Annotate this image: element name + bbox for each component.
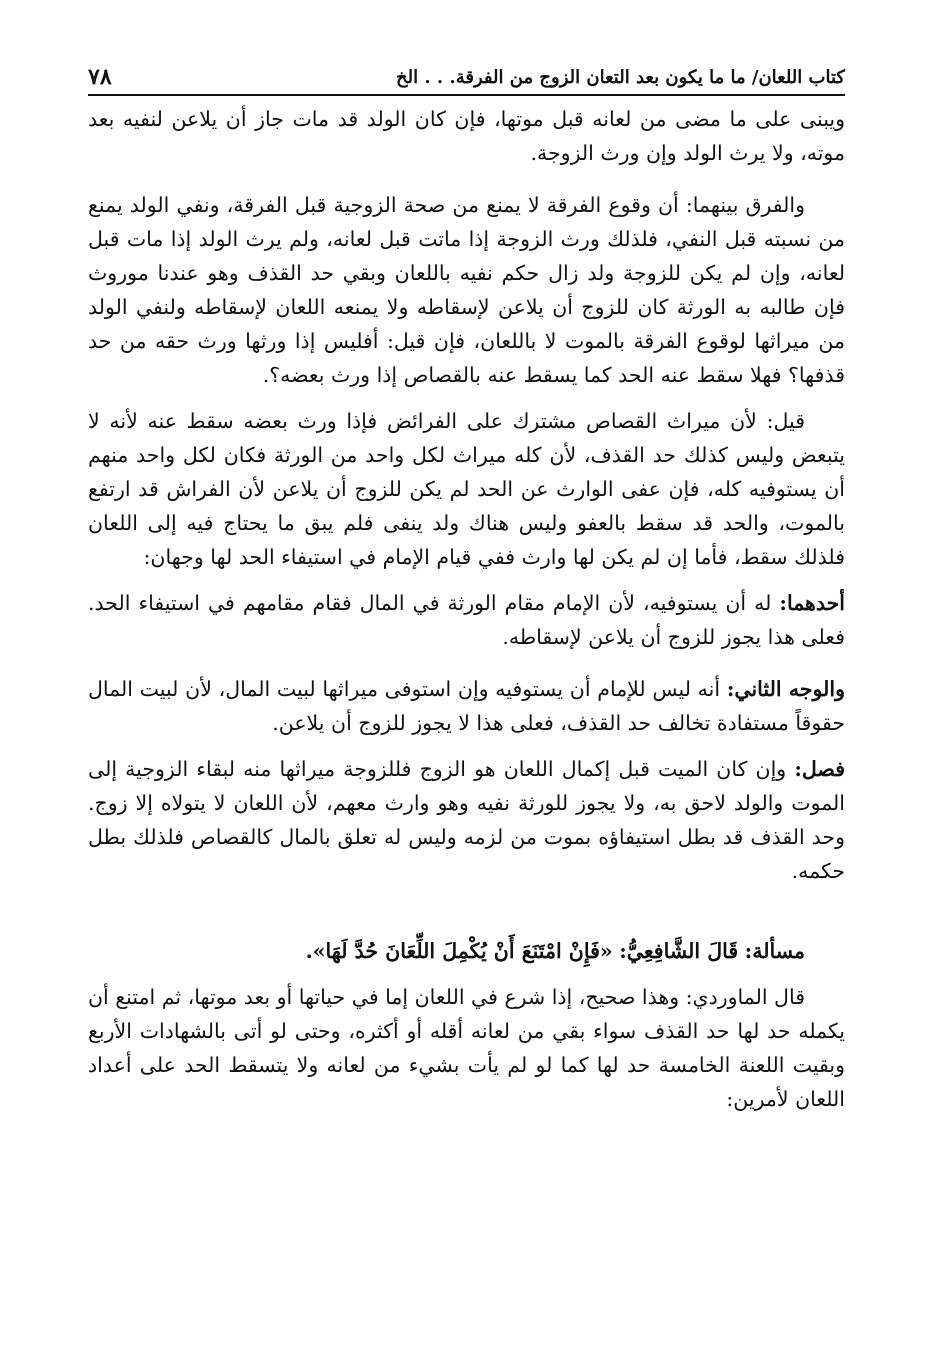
first-view-label: أحدهما: — [779, 591, 845, 615]
masala-label: مسألة: — [744, 939, 805, 963]
paragraph-6 — [88, 752, 845, 888]
running-header — [88, 60, 845, 96]
section-text: وإن كان الميت قبل إكمال اللعان هو الزوج فللزوجة ميراثها منه لبقاء الزوجية إلى الموت والولد لاحق به، ولا يجوز للورثة نفيه وهو وارث معهم، لأن اللعان لا يتولاه إلا زوج. وحد القذف قد بطل استيفاؤه بموت من لزمه وليس له تعلق بالمال كالقصاص فلذلك بطل حكمه. — [88, 757, 845, 883]
masala-quote: «فَإِنْ امْتَنَعَ أَنْ يُكْمِلَ اللِّعَانَ حُدَّ لَهَا». — [305, 939, 613, 963]
paragraph-4 — [88, 586, 845, 654]
masala-speaker: قَالَ الشَّافِعِيُّ: — [619, 939, 739, 963]
masala-heading — [88, 934, 845, 968]
body-text — [88, 102, 845, 1116]
paragraph-2: والفرق بينهما: أن وقوع الفرقة لا يمنع من صحة الزوجية قبل الفرقة، ونفي الولد يمنع من نسبته قبل النفي، فلذلك ورث الزوجة إذا ماتت قبل لعانه، ولم يرث الولد إذا مات قبل لعانه، وإن لم يكن للزوجة ولد زال حكم نفيه باللعان وبقي حد القذف وهو عندنا موروث فإن طالبه به الورثة كان للزوج أن يلاعن لإسقاطه ولا يمنعه اللعان لإسقاطه ولنفي الولد من ميراثها لوقوع الفرقة بالموت لا باللعان، فإن قيل: أفليس إذا ورثها ورث حقه من حد قذفها؟ فهلا سقط عنه الحد كما يسقط عنه بالقصاص إذا ورث بعضه؟. — [88, 193, 845, 387]
paragraph-3: قيل: لأن ميراث القصاص مشترك على الفرائض فإذا ورث بعضه سقط عنه لأنه لا يتبعض وليس كذلك حد القذف، لأن كله ميراث لكل واحد من الورثة فكان لكل واحد منهم أن يستوفيه كله، فإن عفى الوارث عن الحد لم يكن للزوج أن يلاعن لأن الفراش قد ارتفع بالموت، والحد قد سقط بالعفو وليس هناك ولد ينفى فلم يبق ما يحتاج فيه إلى اللعان فلذلك سقط، فأما إن لم يكن لها وارث ففي قيام الإمام في استيفاء الحد لها وجهان: — [88, 409, 845, 569]
paragraph-5 — [88, 672, 845, 740]
second-view-label: والوجه الثاني: — [726, 677, 845, 701]
first-view-text: له أن يستوفيه، لأن الإمام مقام الورثة في المال فقام مقامهم في استيفاء الحد. فعلى هذا يجوز للزوج أن يلاعن لإسقاطه. — [88, 591, 845, 649]
paragraph-7: قال الماوردي: وهذا صحيح، إذا شرع في اللعان إما في حياتها أو بعد موتها، ثم امتنع أن يكمله حد لها حد القذف سواء بقي من لعانه أقله أو أكثره، وحتى لو أتى بالشهادات الأربع وبقيت اللعنة الخامسة حد لها كما لو لم يأت بشيء من لعانه ولا يتسقط الحد على أعداد اللعان لأمرين: — [88, 985, 845, 1111]
page-number: ٧٨ — [88, 64, 112, 90]
running-title: كتاب اللعان/ ما ما يكون بعد التعان الزوج من الفرقة. . . الخ — [396, 66, 845, 88]
second-view-text: أنه ليس للإمام أن يستوفيه وإن استوفى ميراثها لبيت المال، لأن لبيت المال حقوقاً مستفادة تخالف حد القذف، فعلى هذا لا يجوز للزوج أن يلاعن. — [88, 677, 845, 735]
paragraph-1: ويبنى على ما مضى من لعانه قبل موتها، فإن كان الولد قد مات جاز أن يلاعن لنفيه بعد موته، ولا يرث الولد وإن ورث الزوجة. — [88, 107, 845, 165]
section-label: فصل: — [794, 757, 845, 781]
